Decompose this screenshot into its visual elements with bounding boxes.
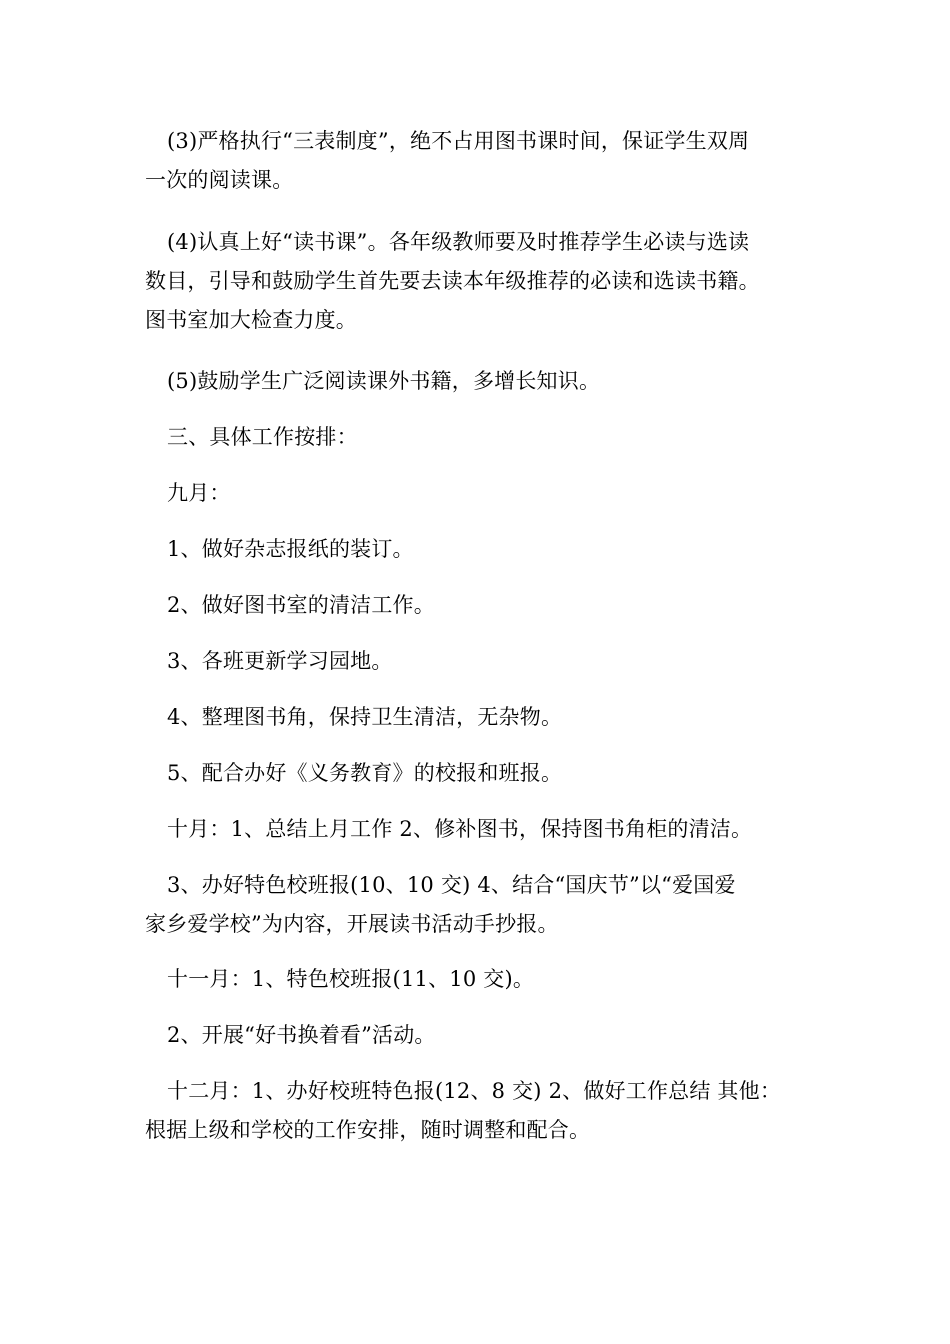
list-item	[145, 698, 815, 737]
text-line: 九月：	[167, 481, 231, 505]
text-line: 数目，引导和鼓励学生首先要去读本年级推荐的必读和选读书籍。	[145, 269, 760, 293]
text-line: 根据上级和学校的工作安排，随时调整和配合。	[145, 1118, 591, 1142]
text-line: 一次的阅读课。	[145, 168, 294, 192]
paragraph-item-3	[145, 122, 815, 200]
list-item	[145, 586, 815, 625]
text-line: 十月：1、总结上月工作 2、修补图书，保持图书角柜的清洁。	[167, 817, 753, 841]
list-item	[145, 642, 815, 681]
text-line: 十一月：1、特色校班报(11、10 交)。	[167, 967, 535, 991]
text-line: 家乡爱学校”为内容，开展读书活动手抄报。	[145, 912, 559, 936]
text-line: 三、具体工作按排：	[167, 425, 358, 449]
month-paragraph-october	[145, 810, 815, 849]
text-line: (3)严格执行“三表制度”，绝不占用图书课时间，保证学生双周	[167, 129, 750, 153]
text-line: 3、办好特色校班报(10、10 交) 4、结合“国庆节”以“爱国爱	[167, 873, 736, 897]
text-line: 3、各班更新学习园地。	[167, 649, 393, 673]
paragraph-item-4	[145, 223, 815, 340]
paragraph-october-continued	[145, 866, 815, 944]
text-line: 图书室加大检查力度。	[145, 308, 357, 332]
list-item	[145, 530, 815, 569]
paragraph-item-5	[145, 362, 815, 401]
text-line: 2、做好图书室的清洁工作。	[167, 593, 435, 617]
text-line: 4、整理图书角，保持卫生清洁，无杂物。	[167, 705, 563, 729]
text-line: 1、做好杂志报纸的装订。	[167, 537, 414, 561]
text-line: 十二月：1、办好校班特色报(12、8 交) 2、做好工作总结 其他：	[167, 1079, 782, 1103]
text-line: 5、配合办好《义务教育》的校报和班报。	[167, 761, 563, 785]
text-line: (5)鼓励学生广泛阅读课外书籍，多增长知识。	[167, 369, 601, 393]
section-heading	[145, 418, 815, 457]
month-paragraph-november	[145, 960, 815, 999]
text-line: 2、开展“好书换着看”活动。	[167, 1023, 436, 1047]
text-line: (4)认真上好“读书课”。各年级教师要及时推荐学生必读与选读	[167, 230, 750, 254]
list-item	[145, 754, 815, 793]
month-paragraph-december	[145, 1072, 815, 1150]
list-item	[145, 1016, 815, 1055]
month-heading-september	[145, 474, 815, 513]
